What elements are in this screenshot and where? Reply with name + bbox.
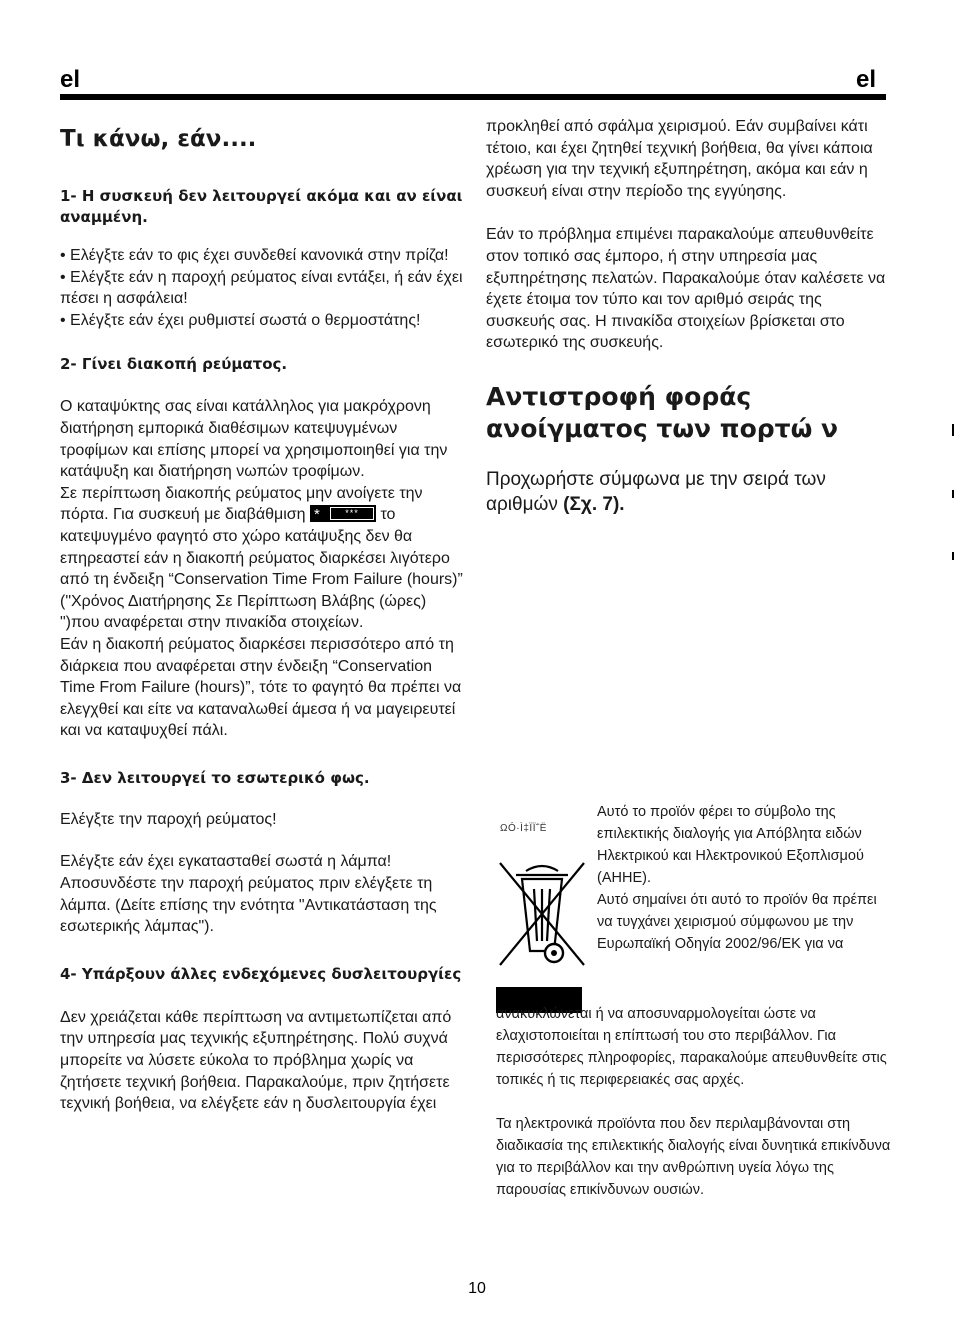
language-code-right: el <box>855 66 876 93</box>
door-reversal-lead <box>486 467 891 517</box>
section-3-text-2: Ελέγξτε εάν έχει εγκατασταθεί σωστά η λάμπα! Αποσυνδέστε την παροχή ρεύματος πριν ελέγξετε τη λάμπα. (Δείτε επίσης την ενότητα "Αντικατάσταση της εσωτερικής λάμπας"). <box>60 853 437 936</box>
section-4-text: Δεν χρειάζεται κάθε περίπτωση να αντιμετωπίζεται από την υπηρεσία μας τεχνικής εξυπηρέτησης. Πολύ συχνά μπορείτε να λύσετε εύκολα το πρόβλημα χωρίς να ζητήσετε τεχνική βοήθεια. Παρακαλούμε, πριν ζητήσετε τεχνική βοήθεια, να ελέγξετε εάν η δυσλειτουργία έχει <box>60 1008 452 1113</box>
door-reversal-lead-text: Προχωρήστε σύμφωνα με την σειρά των αριθμών <box>486 468 826 515</box>
page-number: 10 <box>468 1280 486 1297</box>
section-3-text-1: Ελέγξτε την παροχή ρεύματος! <box>60 810 277 828</box>
right-text-2: Εάν το πρόβλημα επιμένει παρακαλούμε απευθυνθείτε στον τοπικό σας έμπορο, ή στην υπηρεσία μας εξυπηρέτησης πελατών. Παρακαλούμε όταν καλέσετε να έχετε έτοιμα τον τύπο και τον αριθμό σειράς της συσκευής σας. Η πινακίδα στοιχείων βρίσκεται στο εσωτερικό της συσκευής. <box>486 226 886 352</box>
language-code-left: el <box>60 66 81 93</box>
door-reversal-title: Αντιστροφή φοράς ανοίγματος των πορτώ ν <box>486 381 839 443</box>
section-1-heading: 1- Η συσκευή δεν λειτουργεί ακόμα και αν είναι αναμμένη. <box>60 187 463 226</box>
weee-figure <box>496 821 588 1001</box>
weee-text-full <box>496 1003 891 1201</box>
section-2-text <box>60 396 465 742</box>
crossed-out-bin-icon <box>496 841 588 981</box>
freezer-star-big: * <box>314 506 320 524</box>
right-column <box>486 116 891 517</box>
section-1-bullets: • Ελέγξτε εάν το φις έχει συνδεθεί κανονικά στην πρίζα! • Ελέγξτε εάν η παροχή ρεύματος είναι εντάξει, ή εάν έχει πέσει η ασφάλεια! • Ελέγξτε εάν έχει ρυθμιστεί σωστά ο θερμοστάτης! <box>60 247 463 329</box>
section-4-heading: 4- Υπάρξουν άλλες ενδεχόμενες δυσλειτουργίες <box>60 964 462 983</box>
page-title: Τι κάνω, εάν.... <box>60 126 257 152</box>
freezer-star-small: *** <box>330 507 374 520</box>
right-text-1: προκληθεί από σφάλμα χειρισμού. Εάν συμβαίνει κάτι τέτοιο, και έχει ζητηθεί τεχνική βοήθεια, θα γίνει κάποια χρέωση για την τεχνική εξυπηρέτηση, ακόμα και εάν η συσκευή είναι στην περίοδο της εγγύησης. <box>486 118 873 200</box>
header-rule <box>60 94 886 100</box>
freezer-star-rating-icon <box>310 505 376 522</box>
weee-code-label: ΩÓ·Ì‡ÏΪ΅Ë <box>500 823 547 834</box>
weee-text-1: Αυτό το προϊόν φέρει το σύμβολο της επιλεκτικής διαλογής για Απόβλητα ειδών Ηλεκτρικού και Ηλεκτρονικού Εξοπλισμού (ΑΗΗΕ). Αυτό σημαίνει ότι αυτό το προϊόν θα πρέπει να τυγχάνει χειρισμού σύμφωνου με την Ευρωπαϊκή Οδηγία 2002/96/ΕΚ για να <box>597 804 877 952</box>
section-2-heading: 2- Γίνει διακοπή ρεύματος. <box>60 355 288 374</box>
left-column <box>60 118 465 1115</box>
weee-text-3: Τα ηλεκτρονικά προϊόντα που δεν περιλαμβάνονται στη διαδικασία της επιλεκτικής διαλογής είναι δυνητικά επικίνδυνα για το περιβάλλον και την ανθρώπινη υγεία λόγω της παρουσίας επικίνδυνων ουσιών. <box>496 1116 891 1198</box>
weee-text-2: ανακυκλώνεται ή να αποσυναρμολογείται ώστε να ελαχιστοποιείται η επίπτωσή του στο περιβάλλον. Για περισσότερες πληροφορίες, παρακαλούμε απευθυνθείτε στις τοπικές ή τις περιφερειακές σας αρχές. <box>496 1006 887 1088</box>
section-2-text-a: Ο καταψύκτης σας είναι κατάλληλος για μακρόχρονη διατήρηση εμπορικά διαθέσιμων κατεψυγμένων τροφίμων και επίσης μπορεί να χρησιμοποιηθεί για την κατάψυξη και διατήρηση νωπών τροφίμων. Σε περίπτωση διακοπής ρεύματος μην ανοίγετε την πόρτα. Για συσκευή με διαβάθμιση <box>60 398 448 524</box>
section-2-text-b: το κατεψυγμένο φαγητό στο χώρο κατάψυξης δεν θα επηρεαστεί εάν η διακοπή ρεύματος διαρκέσει λιγότερο από τη ένδειξη “Conservation Time From Failure (hours)” ("Χρόνος Διατήρησης Σε Περίπτωση Βλάβης (ώρες) ")που αναφέρεται στην πινακίδα στοιχείων. Εάν η διακοπή ρεύματος διαρκέσει περισσότερο από τη διάρκεια που αναφέρεται στην ένδειξη “Conservation Time From Failure (hours)”, τότε το φαγητό θα πρέπει να ελεγχθεί και είτε να καταναλωθεί άμεσα ή να μαγειρευτεί και να καταψυχθεί πάλι. <box>60 506 463 740</box>
weee-text-side <box>597 801 887 955</box>
section-3-heading: 3- Δεν λειτουργεί το εσωτερικό φως. <box>60 768 370 787</box>
figure-reference: (Σχ. 7). <box>563 493 625 515</box>
